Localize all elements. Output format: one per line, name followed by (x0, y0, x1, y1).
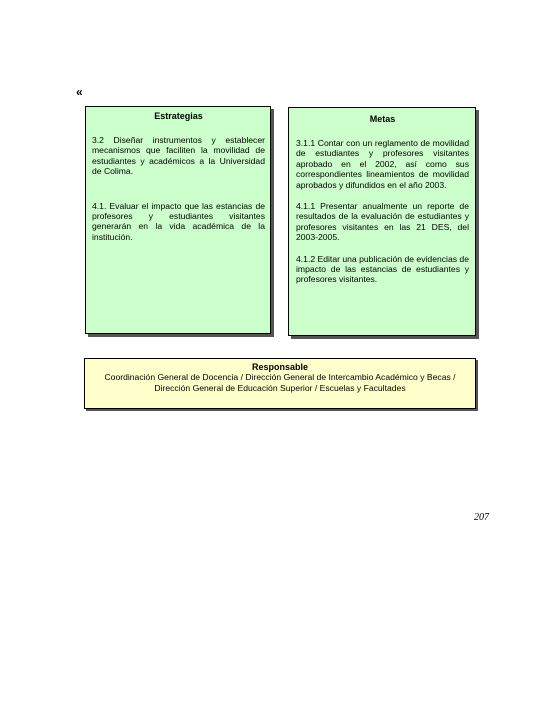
meta-item: 3.1.1 Contar con un reglamento de movilidad de estudiantes y profesores visitantes aprobado en el 2002, así como sus correspondientes lineamientos de movilidad aprobados y difundidos en el año 2003. (296, 138, 469, 190)
responsable-title: Responsable (251, 362, 309, 372)
meta-item: 4.1.1 Presentar anualmente un reporte de resultados de la evaluación de estudiantes y profesores visitantes en las 21 DES, del 2003-2005. (296, 201, 469, 243)
estrategia-item: 4.1. Evaluar el impacto que las estancias de profesores y estudiantes visitantes generarán en la vida académica de la institución. (92, 200, 265, 242)
responsable-box (84, 358, 476, 409)
responsable-line: Coordinación General de Docencia / Dirección General de Intercambio Académico y Becas / (104, 372, 456, 383)
section-marker-icon: « (76, 85, 83, 99)
estrategias-box (85, 106, 271, 334)
responsable-line: Dirección General de Educación Superior / Escuelas y Facultades (154, 382, 406, 393)
page-number: 207 (474, 512, 489, 523)
metas-title: Metas (369, 114, 396, 124)
estrategias-title: Estrategias (154, 111, 203, 121)
metas-box (288, 107, 476, 336)
meta-item: 4.1.2 Editar una publicación de evidencias de impacto de las estancias de estudiantes y profesores visitantes. (296, 253, 469, 285)
estrategia-item: 3.2 Diseñar instrumentos y establecer mecanismos que faciliten la movilidad de estudiantes y académicos a la Universidad de Colima. (92, 135, 265, 177)
